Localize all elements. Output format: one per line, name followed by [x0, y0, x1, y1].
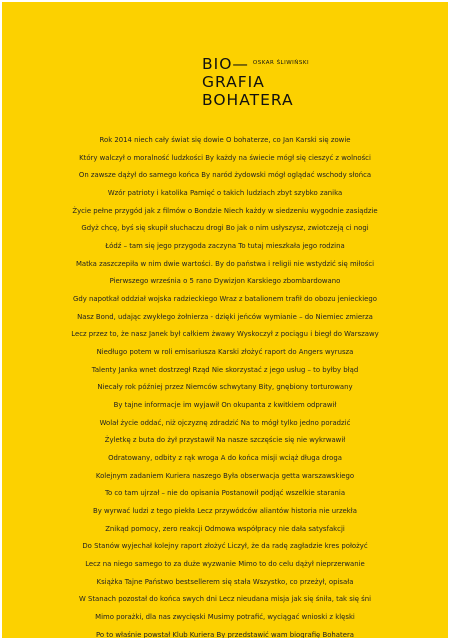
poem-line: Niecały rok później przez Niemców schwytany Bity, gnębiony torturowany: [97, 383, 353, 392]
poem-line: Rok 2014 niech cały świat się dowie O bohaterze, co Jan Karski się zowie: [99, 136, 351, 144]
poem-line: Gdyż chcę, byś się skupił słuchaczu drogi Bo jak o nim usłyszysz, zwiotczeją ci nogi: [81, 224, 369, 233]
poem-line: Niedługo potem w roli emisariusza Karski złożyć raport do Angers wyrusza: [96, 348, 354, 357]
poem-line: Do Stanów wyjechał kolejny raport złożyć Liczył, że da radę zagładzie kres położyć: [82, 542, 368, 551]
poem-line: Książka Tajne Państwo bestsellerem się stała Wszystko, co przeżył, opisała: [96, 577, 354, 586]
title-line-1: [202, 55, 362, 73]
title-block: [202, 55, 362, 109]
poem-text: [2, 132, 448, 638]
poem-line: Lecz przez to, że nasz Janek był całkiem żwawy Wyskoczył z pociągu i biegł do Warszawy: [71, 330, 379, 339]
poem-line: Kolejnym zadaniem Kuriera naszego Była obserwacja getta warszawskiego: [95, 471, 355, 480]
poem-line: By tajne informacje im wyjawił On okupanta z kwitkiem odprawił: [113, 401, 337, 410]
poem-line: W Stanach pozostał do końca swych dni Lecz nieudana misja jak się śniła, tak się śni: [78, 595, 372, 604]
poem-line: Pierwszego września o 5 rano Dywizjon Karskiego zbombardowano: [109, 277, 341, 286]
title-line-2: GRAFIA: [202, 73, 265, 91]
poem-line: By wyrwać ludzi z tego piekła Lecz przywódców aliantów historia nie urzekła: [93, 507, 357, 516]
poem-line: Żyletkę z buta do żył przystawił Na nasze szczęście się nie wykrwawił: [104, 436, 346, 445]
poem-line: Odratowany, odbity z rąk wroga A do końca misji wciąż długa droga: [108, 454, 342, 463]
poem-line: Łódź – tam się jego przygoda zaczyna To tutaj mieszkała jego rodzina: [105, 242, 345, 251]
poster: [2, 2, 448, 638]
poem-line: Znikąd pomocy, zero reakcji Odmowa współpracy nie dała satysfakcji: [105, 524, 345, 533]
author-name: OSKAR ŚLIWIŃSKI: [252, 60, 310, 66]
poem-line: Po to właśnie powstał Klub Kuriera By przedstawić wam biografię Bohatera: [95, 630, 355, 638]
poem-line: Nasz Bond, udając zwykłego żołnierza - dzięki jeńców wymianie – do Niemiec zmierza: [77, 312, 373, 321]
poem-line: Który walczył o moralność ludzkości By każdy na świecie mógł się cieszyć z wolności: [79, 153, 371, 162]
title-line-3: BOHATERA: [202, 91, 294, 109]
poem-line: Matka zaszczepiła w nim dwie wartości. By do państwa i religii nie wstydzić się miłości: [75, 259, 375, 268]
poem-line: Życie pełne przygód jak z filmów o Bondzie Niech każdy w siedzeniu wygodnie zasiądzie: [72, 206, 378, 215]
poem-line: Lecz na niego samego to za duże wyzwanie Mimo to do celu dążył nieprzerwanie: [85, 560, 365, 569]
poem-line: Wzór patrioty i katolika Pamięć o takich ludziach zbyt szybko zanika: [107, 189, 343, 198]
poem-line: Wolał życie oddać, niż ojczyznę zdradzić Na to mógł tylko jedno poradzić: [99, 418, 351, 427]
poem-line: Talenty Janka wnet dostrzegł Rząd Nie skorzystać z jego usług – to byłby błąd: [91, 365, 359, 374]
poem-line: Mimo porażki, dla nas zwycięski Musimy potrafić, wyciągać wnioski z klęski: [95, 613, 355, 622]
poem-line: On zawsze dążył do samego końca By naród żydowski mógł oglądać wschody słońca: [78, 171, 372, 180]
poem-line: To co tam ujrzał – nie do opisania Postanowił podjąć wszelkie starania: [104, 489, 346, 498]
poem-line: Gdy napotkał oddział wojska radzieckiego Wraz z batalionem trafił do obozu jenieckiego: [73, 295, 377, 304]
title-bio: BIO—: [202, 55, 249, 73]
